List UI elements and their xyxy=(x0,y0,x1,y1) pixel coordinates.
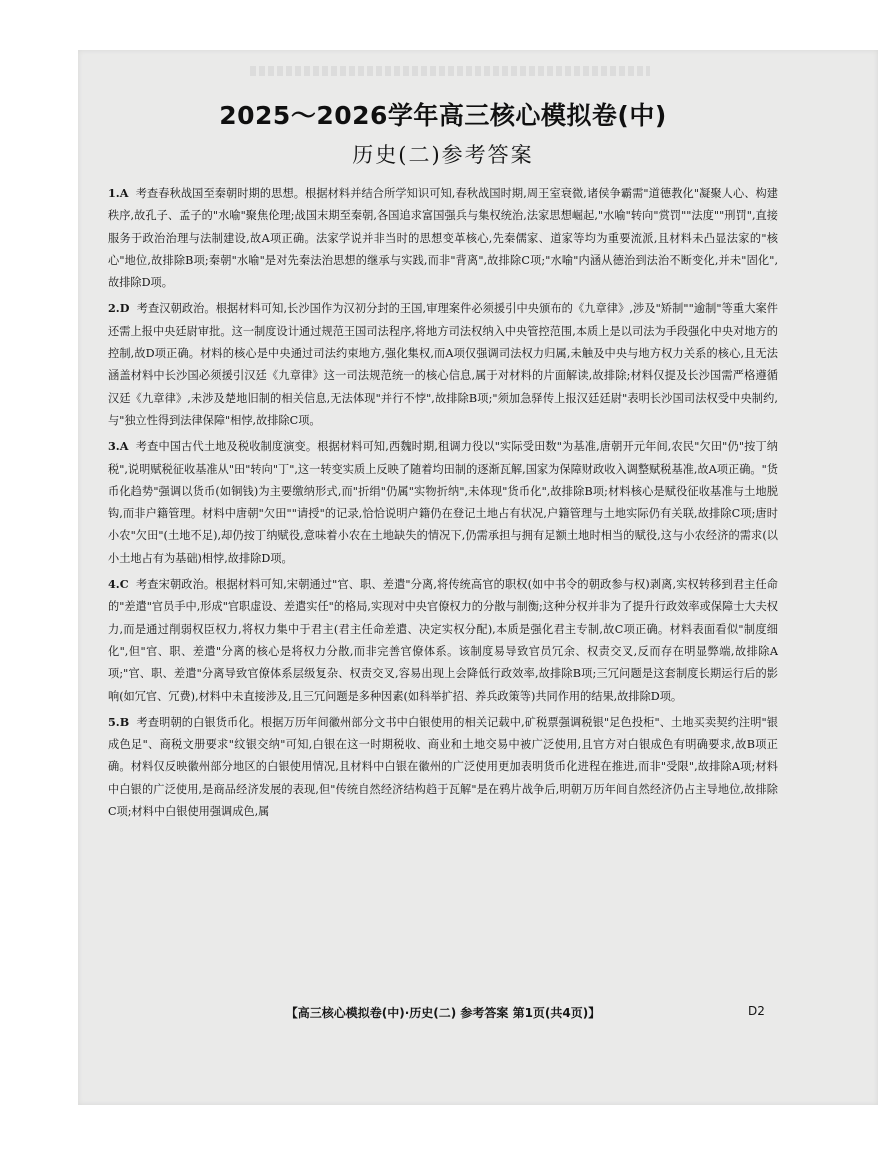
document-title: 2025～2026学年高三核心模拟卷(中) xyxy=(219,101,667,130)
answer-key: B xyxy=(119,714,130,729)
answer-key: A xyxy=(119,186,129,200)
answer-number: 1. xyxy=(108,186,120,200)
answer-number: 3. xyxy=(108,439,120,454)
answer-number: 2. xyxy=(108,301,120,316)
answer-key: A xyxy=(119,439,129,454)
answer-number: 5. xyxy=(108,714,120,729)
page-footer: 【高三核心模拟卷(中)·历史(二) 参考答案 第1页(共4页)】 xyxy=(285,1006,601,1020)
answer-key: C xyxy=(119,577,129,592)
answer-item-3 xyxy=(108,435,778,570)
answer-explanation: 考查明朝的白银货币化。根据万历年间徽州部分文书中白银使用的相关记载中,矿税票强调税银"足色投柜"、土地买卖契约注明"银成色足"、商税文册要求"纹银交纳"可知,白银在这一时期税收、商业和土地交易中被广泛使用,且官方对白银成色有明确要求,故B项正确。材料仅反映徽州部分地区的白银使用情况,且材料中白银在徽州的广泛使用更加表明货币化进程在推进,而非"受限",故排除A项;材料中白银的广泛使用,是商品经济发展的表现,但"传统自然经济结构趋于瓦解"是在鸦片战争后,明朝万历年间自然经济仍占主导地位,故排除C项;材料中白银使用强调成色,属 xyxy=(108,715,778,819)
document-subtitle: 历史(二)参考答案 xyxy=(352,143,534,167)
answer-item-1 xyxy=(108,182,778,294)
answer-key: D xyxy=(119,301,130,316)
answer-explanation: 考查宋朝政治。根据材料可知,宋朝通过"官、职、差遣"分离,将传统高官的职权(如中书令的朝政参与权)剥离,实权转移到君主任命的"差遣"官员手中,形成"官职虚设、差遣实任"的格局,实现对中央官僚权力的分散与制衡;这种分权并非为了提升行政效率或保障士大夫权力,而是通过削弱权臣权力,将权力集中于君主(君主任命差遣、决定实权分配),本质是强化君主专制,故C项正确。材料表面看似"制度细化",但"官、职、差遣"分离的核心是将权力分散,而非完善官僚体系。该制度易导致官员冗余、权责交叉,反而存在明显弊端,故排除A项;"官、职、差遣"分离导致官僚体系层级复杂、权责交叉,容易出现上会降低行政效率,故排除B项;三冗问题是这套制度长期运行后的影响(如冗官、冗费),材料中未直接涉及,且三冗问题是多种因素(如科举扩招、养兵政策等)共同作用的结果,故排除D项。 xyxy=(108,578,778,703)
answer-explanation: 考查汉朝政治。根据材料可知,长沙国作为汉初分封的王国,审理案件必须援引中央颁布的《九章律》,涉及"矫制""逾制"等重大案件还需上报中央廷尉审批。这一制度设计通过规范王国司法程序,将地方司法权纳入中央管控范围,本质上是以司法为手段强化中央对地方的控制,故D项正确。材料的核心是中央通过司法约束地方,强化集权,而A项仅强调司法权力归属,未触及中央与地方权力关系的核心,且无法涵盖材料中长沙国必须援引汉廷《九章律》这一司法规范统一的核心信息,属于对材料的片面解读,故排除;材料仅提及长沙国需严格遵循汉廷《九章律》,未涉及楚地旧制的相关信息,无法体现"并行不悖",故排除B项;"须加急驿传上报汉廷廷尉"表明长沙国司法权受中央制约,与"独立性得到法律保障"相悖,故排除C项。 xyxy=(108,302,778,427)
answer-item-4 xyxy=(108,573,778,708)
answer-number: 4. xyxy=(108,577,120,592)
page-code: D2 xyxy=(748,1004,765,1018)
answer-explanation: 考查中国古代土地及税收制度演变。根据材料可知,西魏时期,租调力役以"实际受田数"为基准,唐朝开元年间,农民"欠田"仍"按丁纳税",说明赋税征收基准从"田"转向"丁",这一转变实质上反映了随着均田制的逐渐瓦解,国家为保障财政收入调整赋税基准,故A项正确。"货币化趋势"强调以货币(如铜钱)为主要缴纳形式,而"折绢"仍属"实物折纳",未体现"货币化",故排除B项;材料核心是赋役征收基准与土地脱钩,而非户籍管理。材料中唐朝"欠田""请授"的记录,恰恰说明户籍仍在登记土地占有状况,户籍管理与土地实际仍有关联,故排除C项;唐时小农"欠田"(土地不足),却仍按丁纳赋役,意味着小农在土地缺失的情况下,仍需承担与拥有足额土地时相当的赋役,这与小农经济的需求(以小土地占有为基础)相悖,故排除D项。 xyxy=(108,440,778,565)
answer-item-5 xyxy=(108,711,778,823)
answer-explanation: 考查春秋战国至秦朝时期的思想。根据材料并结合所学知识可知,春秋战国时期,周王室衰微,诸侯争霸需"道德教化"凝聚人心、构建秩序,故孔子、孟子的"水喻"聚焦伦理;战国末期至秦朝,各国追求富国强兵与集权统治,法家思想崛起,"水喻"转向"赏罚""法度""刑罚",直接服务于政治治理与法制建设,故A项正确。法家学说并非当时的思想变革核心,先秦儒家、道家等均为重要流派,且材料未凸显法家的"核心"地位,故排除B项;秦朝"水喻"是对先秦法治思想的继承与实践,而非"背离",故排除C项;"水喻"内涵从德治到法治不断变化,并未"固化",故排除D项。 xyxy=(108,187,778,290)
answer-list xyxy=(108,182,778,826)
bleed-through-marks xyxy=(250,66,650,76)
answer-item-2 xyxy=(108,297,778,432)
